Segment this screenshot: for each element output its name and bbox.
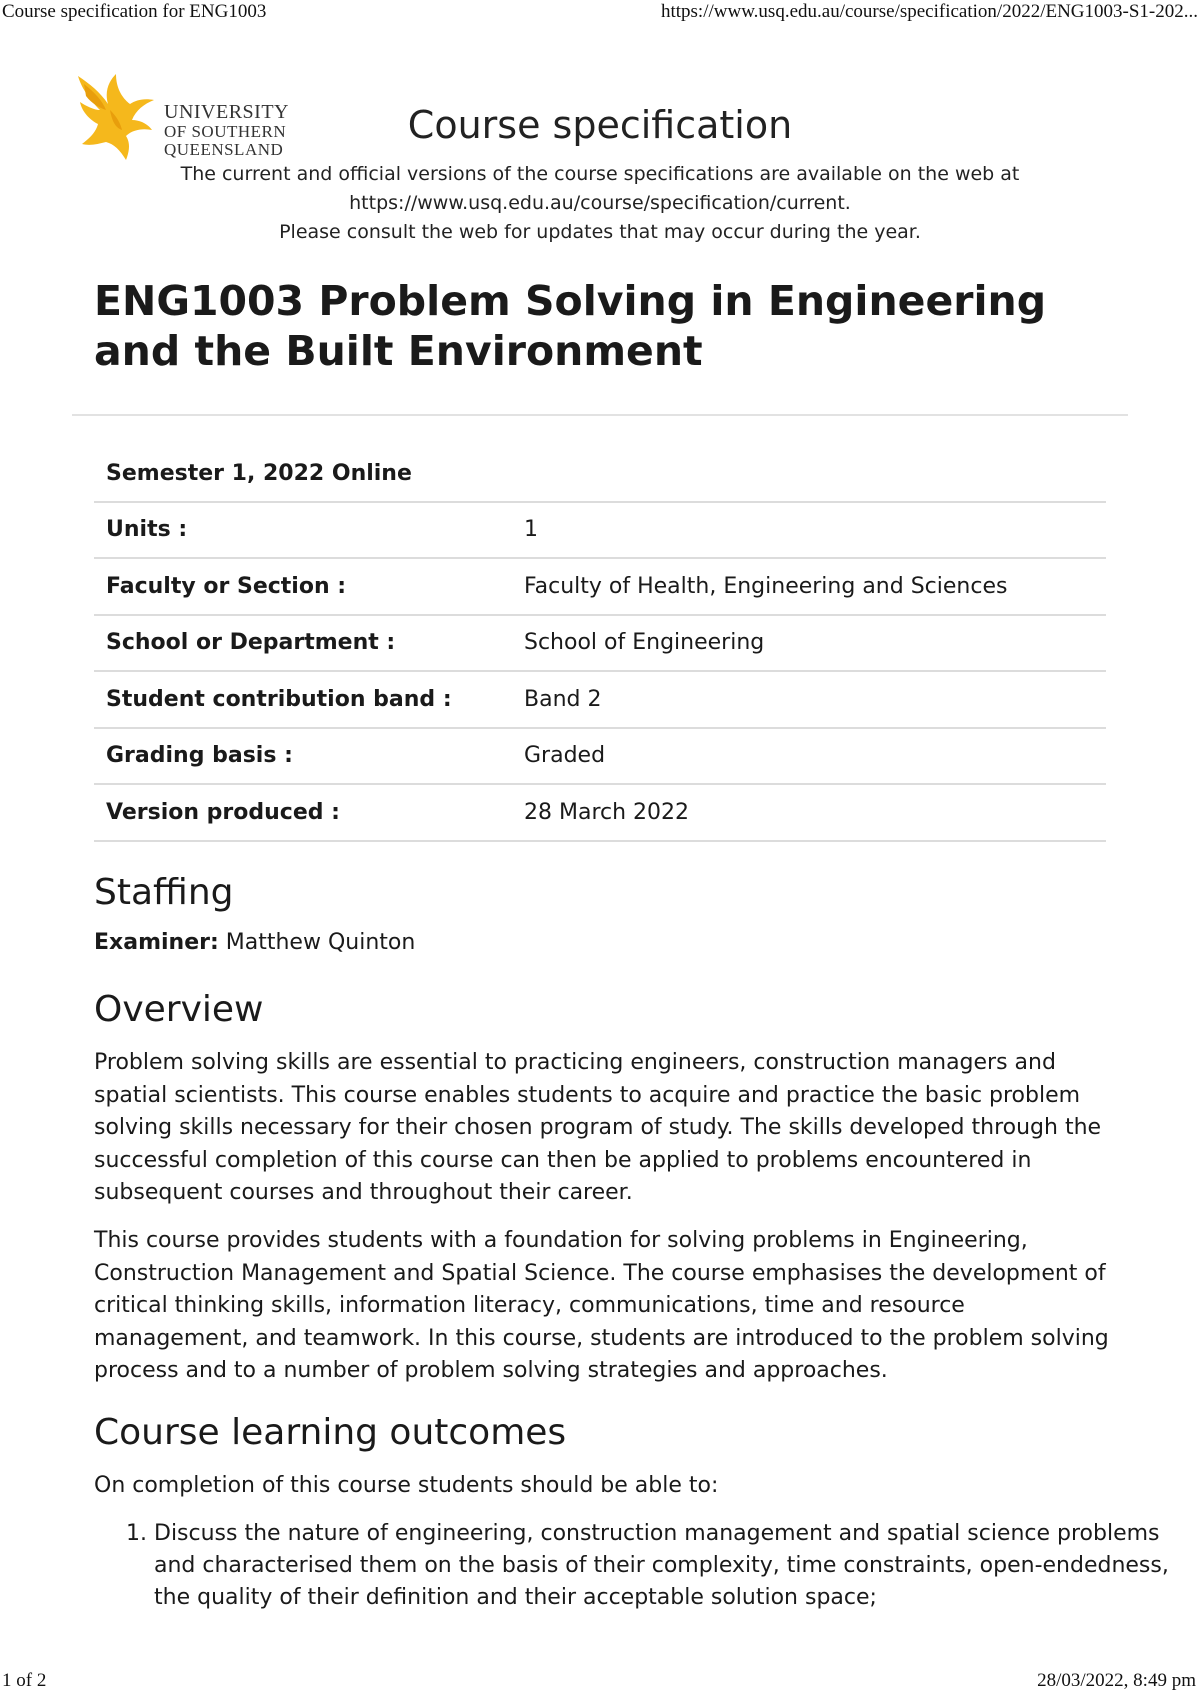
print-header-url: https://www.usq.edu.au/course/specification/2022/ENG1003-S1-202...	[660, 1, 1198, 22]
overview-paragraph-2: This course provides students with a foundation for solving problems in Engineering, Construction Management and Spatial Science. The course emphasises the development of critical thinking skills, information literacy, communications, time and resource management, and teamwork. In this course, students are introduced to the problem solving process and to a number of problem solving strategies and approaches.	[94, 1228, 1109, 1383]
learning-outcomes-list	[94, 1518, 1184, 1614]
learning-outcomes-intro: On completion of this course students should be able to:	[94, 1473, 719, 1498]
info-value: 1	[512, 502, 1106, 559]
table-row	[94, 502, 1106, 559]
notice-line-1: The current and official versions of the course specifications are available on the web at	[180, 163, 1020, 185]
semester-row	[94, 446, 1106, 502]
print-timestamp: 28/03/2022, 8:49 pm	[1037, 1670, 1196, 1691]
info-label: Student contribution band :	[94, 671, 512, 728]
list-item: 1. Discuss the nature of engineering, construction management and spatial science problems and characterised them on the basis of their complexity, time constraints, open-endedness, the quality of their definition and their acceptable solution space;	[154, 1518, 1184, 1614]
info-label: School or Department :	[94, 615, 512, 672]
course-info-table	[94, 446, 1106, 842]
info-value: Faculty of Health, Engineering and Sciences	[512, 558, 1106, 615]
info-label: Grading basis :	[94, 728, 512, 785]
logo-text-line1: UNIVERSITY	[164, 101, 289, 123]
overview-heading: Overview	[94, 989, 264, 1030]
info-label: Version produced :	[94, 784, 512, 841]
staffing-heading: Staffing	[94, 872, 234, 913]
info-value: Band 2	[512, 671, 1106, 728]
table-row	[94, 728, 1106, 785]
notice-line-3: Please consult the web for updates that may occur during the year.	[279, 221, 921, 243]
print-header	[0, 0, 1200, 26]
print-header-title: Course specification for ENG1003	[2, 1, 267, 22]
table-row	[94, 671, 1106, 728]
document-title: Course specification	[407, 103, 793, 147]
info-label: Units :	[94, 502, 512, 559]
examiner-name: Matthew Quinton	[225, 930, 416, 955]
notice-line-2: https://www.usq.edu.au/course/specification/current.	[349, 192, 851, 214]
table-row	[94, 615, 1106, 672]
info-value: Graded	[512, 728, 1106, 785]
title-divider	[72, 414, 1128, 416]
official-version-notice	[0, 160, 1200, 247]
table-row	[94, 558, 1106, 615]
table-row	[94, 784, 1106, 841]
page-number: 1 of 2	[2, 1670, 47, 1691]
learning-outcomes-heading: Course learning outcomes	[94, 1412, 567, 1453]
overview-paragraph-1: Problem solving skills are essential to practicing engineers, construction managers and spatial scientists. This course enables students to acquire and practice the basic problem solving skills necessary for their chosen program of study. The skills developed through the successful completion of this course can then be applied to problems encountered in subsequent courses and throughout their career.	[94, 1050, 1102, 1205]
print-footer	[0, 1670, 1200, 1694]
semester-label: Semester 1, 2022 Online	[94, 446, 1106, 502]
examiner-line	[94, 930, 415, 955]
examiner-label: Examiner:	[94, 930, 219, 955]
info-value: 28 March 2022	[512, 784, 1106, 841]
logo-text-line3: QUEENSLAND	[164, 140, 284, 159]
info-label: Faculty or Section :	[94, 558, 512, 615]
course-title: ENG1003 Problem Solving in Engineering and the Built Environment	[94, 277, 1047, 375]
logo-text-line2: OF SOUTHERN	[164, 122, 287, 141]
info-value: School of Engineering	[512, 615, 1106, 672]
